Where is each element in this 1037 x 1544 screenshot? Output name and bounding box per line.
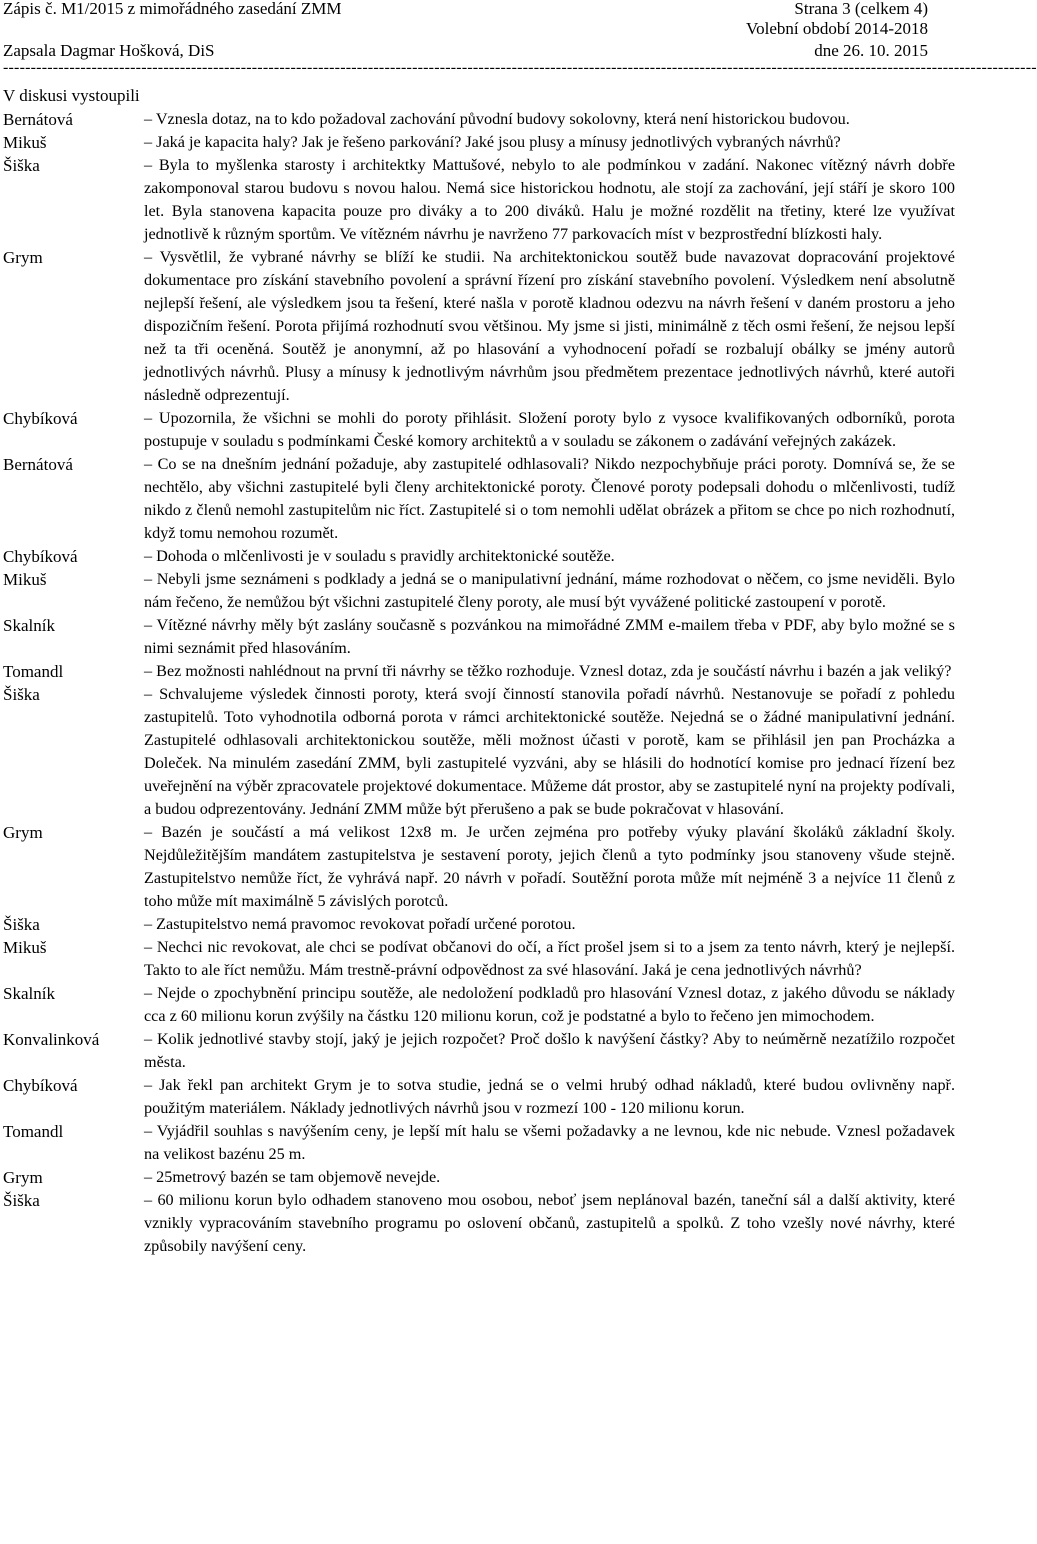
entry-text: – Nebyli jsme seznámeni s podklady a jedná se o manipulativní jednání, máme rozhodovat o něčem, co jsme neviděli. Bylo nám řečeno, že nemůžou být všichni zastupitelé členy poroty, ale musí být vyvážené politické zastoupení v porotě.: [144, 570, 955, 611]
speaker-name: Skalník: [3, 616, 55, 635]
discussion-entry: [3, 1120, 955, 1166]
discussion-entry: [3, 453, 955, 545]
entry-text: – 60 milionu korun bylo odhadem stanoveno mou osobou, neboť jsem neplánoval bazén, taneční sál a další aktivity, které vznikly vypracováním stavebního programu po oslovení občanů, zastupitelů a spolků. Z toho vzešly nové návrhy, které způsobily navýšení ceny.: [144, 1191, 955, 1255]
entry-text: – Vyjádřil souhlas s navýšením ceny, je lepší mít halu se všemi požadavky a ne levnou, kde nic nebude. Vznesl požadavek na velikost bazénu 25 m.: [144, 1122, 955, 1163]
recorded-by: Zapsala Dagmar Hošková, DiS: [3, 41, 215, 60]
entry-text: – Bez možnosti nahlédnout na první tři návrhy se těžko rozhoduje. Vznesl dotaz, zda je součástí návrhu i bazén a jak veliký?: [144, 662, 952, 680]
entry-text: – Bazén je součástí a má velikost 12x8 m. Je určen zejména pro potřeby výuky plavání školáků základní školy. Nejdůležitějším mandátem zastupitelstva je sestavení poroty, jejich členů a tyto podmínky jsou stanoveny všude stejně. Zastupitelstvo nemůže říct, že vyhrává např. 20 návrh v pořadí. Soutěžní porota může mít nejméně 3 a nejvíce 11 členů z toho může mít maximálně 5 závislých porotců.: [144, 823, 955, 910]
entry-text: – Jak řekl pan architekt Grym je to sotva studie, jedná se o velmi hrubý odhad nákladů, které budou ovlivněny např. použitým materiálem. Náklady jednotlivých návrhů jsou v rozmezí 100 - 120 milionu korun.: [144, 1076, 955, 1117]
speaker-name: Mikuš: [3, 570, 47, 589]
discussion-entry: [3, 982, 955, 1028]
entry-text: – Vítězné návrhy měly být zaslány současně s pozvánkou na mimořádné ZMM e-mailem třeba v PDF, aby bylo možné se s nimi seznámit před hlasováním.: [144, 616, 955, 657]
discussion-entry: [3, 1074, 955, 1120]
speaker-name: Grym: [3, 248, 43, 267]
discussion-entry: [3, 614, 955, 660]
speaker-name: Chybíková: [3, 1076, 78, 1095]
discussion-entry: [3, 821, 955, 913]
speaker-name: Šiška: [3, 1191, 40, 1210]
entry-text: – 25metrový bazén se tam objemově nevejde.: [144, 1168, 441, 1186]
speaker-name: Chybíková: [3, 547, 78, 566]
speaker-name: Chybíková: [3, 409, 78, 428]
speaker-name: Šiška: [3, 915, 40, 934]
electoral-term: Volební období 2014-2018: [746, 19, 928, 38]
discussion-entry: [3, 913, 955, 936]
discussion-list: [3, 108, 955, 1258]
speaker-name: Konvalinková: [3, 1030, 100, 1049]
speaker-name: Tomandl: [3, 662, 64, 681]
header-line-1: [3, 0, 928, 20]
document-title: Zápis č. M1/2015 z mimořádného zasedání ZMM: [3, 0, 342, 18]
discussion-entry: [3, 660, 955, 683]
page-number: Strana 3 (celkem 4): [794, 0, 928, 18]
entry-text: – Nejde o zpochybnění principu soutěže, ale nedoložení podkladů pro hlasování Vznesl dotaz, z jakého důvodu se náklady cca z 60 milionu korun zvýšily na částku 120 milionu korun, což je podstatné a bylo to řečeno jen mimochodem.: [144, 984, 955, 1025]
speaker-name: Grym: [3, 1168, 43, 1187]
discussion-entry: [3, 1028, 955, 1074]
entry-text: – Dohoda o mlčenlivosti je v souladu s pravidly architektonické soutěže.: [144, 547, 615, 565]
meeting-date: dne 26. 10. 2015: [814, 41, 928, 60]
entry-text: – Vysvětlil, že vybrané návrhy se blíží ke studii. Na architektonickou soutěž bude navazovat dopracování projektové dokumentace pro získání stavebního povolení a správní řízení pro získání stavebního povolení. Výsledkem není absolutně nejlepší řešení, ale výsledkem jsou ta řešení, které našla v porotě kladnou odezvu na návrh řešení v daném prostoru a jeho dispozičním řešení. Porota přijímá rozhodnutí svou většinou. My jsme si jisti, minimálně z těch osmi řešení, že nejsou lepší než ta tři oceněná. Soutěž je anonymní, až po hlasování a vyhodnocení pořadí se rozbalují obálky se jmény autorů jednotlivých návrhů. Plusy a mínusy k jednotlivým návrhům jsou předmětem prezentace jednotlivých návrhů, které autoři následně odprezentují.: [144, 248, 955, 404]
entry-text: – Vznesla dotaz, na to kdo požadoval zachování původní budovy sokolovny, která není historickou budovou.: [144, 110, 850, 128]
speaker-name: Šiška: [3, 685, 40, 704]
discussion-heading: V diskusi vystoupili: [3, 86, 140, 105]
discussion-entry: [3, 108, 955, 131]
discussion-entry: [3, 683, 955, 821]
discussion-entry: [3, 1166, 955, 1189]
entry-text: – Kolik jednotlivé stavby stojí, jaký je jejich rozpočet? Proč došlo k navýšení částky? Aby to neúměrně nezatížilo rozpočet města.: [144, 1030, 955, 1071]
speaker-name: Šiška: [3, 156, 40, 175]
discussion-entry: [3, 246, 955, 407]
discussion-entry: [3, 407, 955, 453]
discussion-entry: [3, 568, 955, 614]
discussion-entry: [3, 936, 955, 982]
speaker-name: Mikuš: [3, 938, 47, 957]
entry-text: – Jaká je kapacita haly? Jak je řešeno parkování? Jaké jsou plusy a mínusy jednotlivých vybraných návrhů?: [144, 133, 841, 151]
speaker-name: Bernátová: [3, 110, 73, 129]
discussion-entry: [3, 1189, 955, 1258]
speaker-name: Mikuš: [3, 133, 47, 152]
speaker-name: Bernátová: [3, 455, 73, 474]
entry-text: – Upozornila, že všichni se mohli do poroty přihlásit. Složení poroty bylo z vysoce kvalifikovaných odborníků, porota postupuje v souladu s podmínkami České komory architektů a v souladu se zákonem o zadávání veřejných zakázek.: [144, 409, 955, 450]
entry-text: – Nechci nic revokovat, ale chci se podívat občanovi do očí, a říct prošel jsem si to a jsem za tento návrh, který je nejlepší. Takto to ale říct nemůžu. Mám trestně-právní odpovědnost za své hlasování. Jaká je cena jednotlivých návrhů?: [144, 938, 955, 979]
discussion-entry: [3, 154, 955, 246]
entry-text: – Zastupitelstvo nemá pravomoc revokovat pořadí určené porotou.: [144, 915, 576, 933]
speaker-name: Skalník: [3, 984, 55, 1003]
speaker-name: Grym: [3, 823, 43, 842]
discussion-entry: [3, 131, 955, 154]
entry-text: – Byla to myšlenka starosty i architektky Mattušové, nebylo to ale podmínkou v zadání. Nakonec vítězný návrh dobře zakomponoval starou budovu s novou halou. Nemá sice historickou hodnotu, ale stojí za zachování, její stáří je skoro 100 let. Byla stanovena kapacita pouze pro diváky a to 200 diváků. Halu je možné rozdělit na třetiny, které lze využívat jednotlivě k různým sportům. Ve vítězném návrhu je navrženo 77 parkovacích míst v bezprostřední blízkosti haly.: [144, 156, 955, 243]
discussion-entry: [3, 545, 955, 568]
separator-line: -------------------------------------------------------------------------------------------------------------------------------------------------------------------------------------------: [3, 59, 1037, 76]
entry-text: – Co se na dnešním jednání požaduje, aby zastupitelé odhlasovali? Nikdo nezpochybňuje práci poroty. Domnívá se, že se nechtělo, aby všichni zastupitelé byli členy architektonické poroty. Členové poroty podepsali dohodu o mlčenlivosti, tudíž nikdo z členů nemohl zastupitelům nic říct. Zastupitelé si o tom nemohli udělat obrázek a přitom se chce po nich rozhodnutí, když tomu nemohou rozumět.: [144, 455, 955, 542]
entry-text: – Schvalujeme výsledek činnosti poroty, která svojí činností stanovila pořadí návrhů. Nestanovuje se pořadí z pohledu zastupitelů. Toto vyhodnotila odborná porota v rámci architektonické soutěže. Nejedná se o žádné manipulativní jednání. Zastupitelé odhlasovali architektonickou soutěže, měli možnost účasti v porotě, kam se přihlásil jen pan Procházka a Doleček. Na minulém zasedání ZMM, byli zastupitelé vyzváni, aby se hlásili do hodnotící komise pro jednací řízení bez uveřejnění na výběr zpracovatele projektové dokumentace. Můžeme dát prostor, aby se zastupitelé nyní na projekty podívali, a budou odprezentovány. Jednání ZMM může být přerušeno a pak se bude pokračovat v hlasování.: [144, 685, 955, 818]
speaker-name: Tomandl: [3, 1122, 64, 1141]
